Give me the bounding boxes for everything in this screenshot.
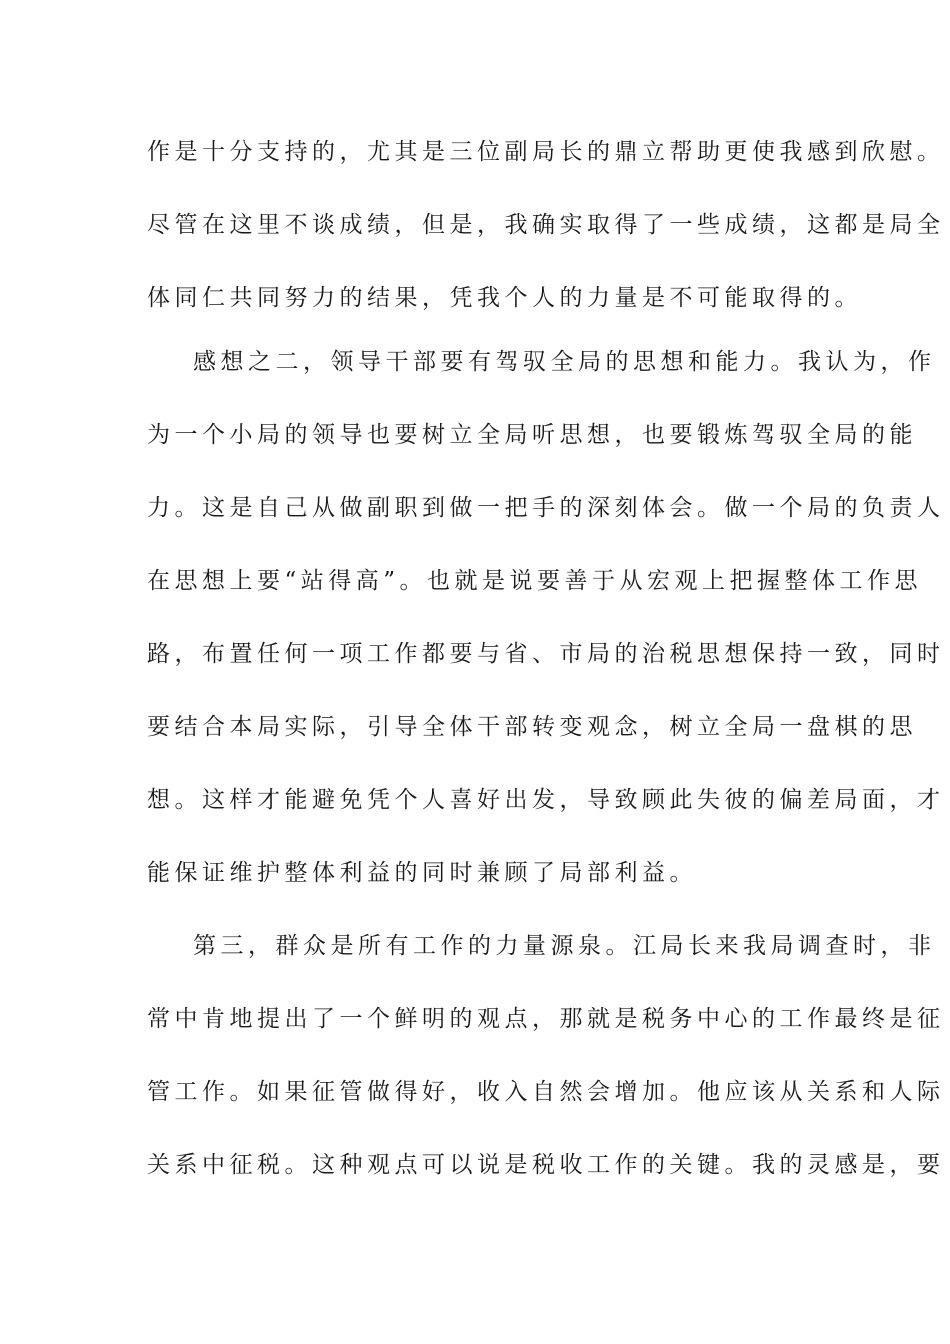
text-line: 关系中征税。这种观点可以说是税收工作的关键。我的灵感是，要 xyxy=(147,1152,945,1178)
text-line: 作是十分支持的，尤其是三位副局长的鼎立帮助更使我感到欣慰。 xyxy=(147,139,945,165)
text-line: 体同仁共同努力的结果，凭我个人的力量是不可能取得的。 xyxy=(147,285,862,311)
text-line: 要结合本局实际，引导全体干部转变观念，树立全局一盘棋的思 xyxy=(147,714,917,740)
text-line: 为一个小局的领导也要树立全局听思想，也要锻炼驾驭全局的能 xyxy=(147,422,917,448)
text-line: 常中肯地提出了一个鲜明的观点，那就是税务中心的工作最终是征 xyxy=(147,1006,945,1032)
text-line: 力。这是自己从做副职到做一把手的深刻体会。做一个局的负责人 xyxy=(147,495,945,521)
text-line: 路，布置任何一项工作都要与省、市局的治税思想保持一致，同时 xyxy=(147,641,945,667)
text-line: 管工作。如果征管做得好，收入自然会增加。他应该从关系和人际 xyxy=(147,1079,945,1105)
text-line: 在思想上要“站得高”。也就是说要善于从宏观上把握整体工作思 xyxy=(147,568,923,594)
text-line: 尽管在这里不谈成绩，但是，我确实取得了一些成绩，这都是局全 xyxy=(147,212,945,238)
paragraph-first-line: 感想之二，领导干部要有驾驭全局的思想和能力。我认为，作 xyxy=(193,349,936,375)
paragraph-first-line: 第三，群众是所有工作的力量源泉。江局长来我局调查时，非 xyxy=(193,933,936,959)
text-line: 想。这样才能避免凭个人喜好出发，导致顾此失彼的偏差局面，才 xyxy=(147,787,945,813)
text-line: 能保证维护整体利益的同时兼顾了局部利益。 xyxy=(147,860,697,886)
